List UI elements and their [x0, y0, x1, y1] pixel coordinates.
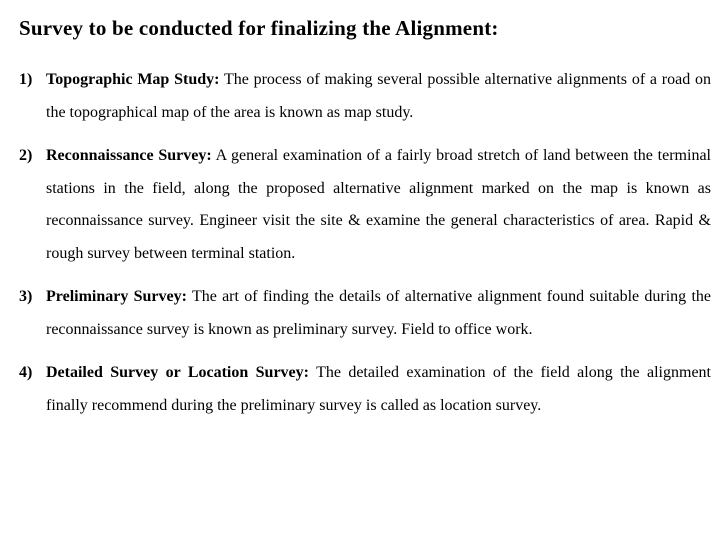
item-term: Detailed Survey or Location Survey:: [46, 364, 309, 381]
list-item-detailed-survey: [19, 357, 711, 422]
list-item-topographic-map-study: [19, 64, 711, 129]
survey-list: [19, 64, 711, 433]
item-description: A general examination of a fairly broad stretch of land between the terminal stations in the field, along the proposed alternative alignment marked on the map is known as reconnaissance survey. Engineer visit the site & examine the general characteristics of area. Rapid & rough survey between terminal station.: [46, 147, 711, 262]
item-term: Topographic Map Study:: [46, 71, 220, 88]
list-item-preliminary-survey: [19, 281, 711, 346]
item-number: 3): [19, 288, 33, 305]
item-term: Preliminary Survey:: [46, 288, 187, 305]
item-description: The process of making several possible alternative alignments of a road on the topographical map of the area is known as map study.: [46, 71, 712, 121]
item-term: Reconnaissance Survey:: [46, 147, 212, 164]
item-description: The detailed examination of the field along the alignment finally recommend during the preliminary survey is called as location survey.: [46, 364, 711, 414]
list-item-reconnaissance-survey: [19, 140, 711, 270]
item-number: 1): [19, 71, 33, 88]
item-description: The art of finding the details of alternative alignment found suitable during the reconnaissance survey is known as preliminary survey. Field to office work.: [46, 288, 711, 338]
item-number: 4): [19, 364, 33, 381]
page-title: Survey to be conducted for finalizing the Alignment:: [19, 16, 499, 40]
item-number: 2): [19, 147, 33, 164]
